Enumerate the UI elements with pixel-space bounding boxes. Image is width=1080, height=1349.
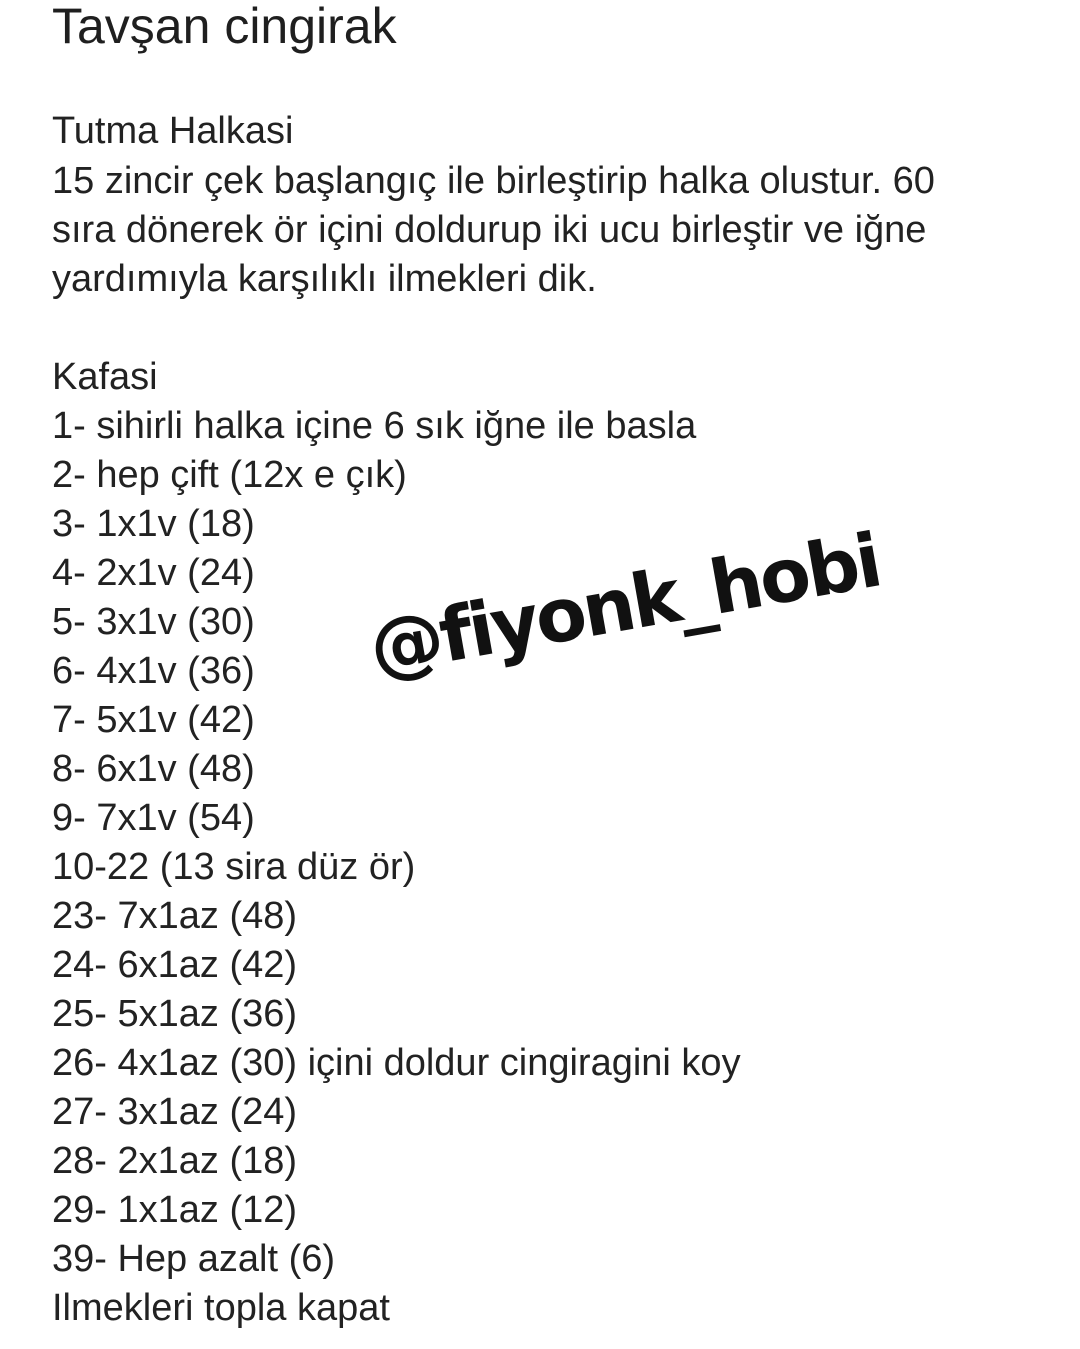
pattern-row: 29- 1x1az (12) [52, 1189, 298, 1231]
pattern-row: 5- 3x1v (30) [52, 601, 255, 643]
handle-line: sıra dönerek ör içini doldurup iki ucu birleştir ve iğne [52, 209, 927, 251]
pattern-row: 4- 2x1v (24) [52, 552, 255, 594]
pattern-row: 2- hep çift (12x e çık) [52, 454, 407, 496]
handle-line: 15 zincir çek başlangıç ile birleştirip halka olustur. 60 [52, 160, 935, 202]
pattern-row: 6- 4x1v (36) [52, 650, 255, 692]
pattern-row: 39- Hep azalt (6) [52, 1238, 336, 1280]
page-title: Tavşan cingirak [52, 0, 397, 54]
pattern-row: 27- 3x1az (24) [52, 1091, 298, 1133]
pattern-row: 10-22 (13 sira düz ör) [52, 846, 416, 888]
pattern-row: 3- 1x1v (18) [52, 503, 255, 545]
section-heading-head: Kafasi [52, 356, 158, 398]
pattern-row: 28- 2x1az (18) [52, 1140, 298, 1182]
handle-line: yardımıyla karşılıklı ilmekleri dik. [52, 258, 597, 300]
pattern-row: 24- 6x1az (42) [52, 944, 298, 986]
section-heading-handle: Tutma Halkasi [52, 110, 294, 152]
pattern-row: 26- 4x1az (30) içini doldur cingiragini koy [52, 1042, 741, 1084]
watermark-handle: @fiyonk_hobi [363, 517, 886, 692]
pattern-row: 25- 5x1az (36) [52, 993, 298, 1035]
pattern-row: 23- 7x1az (48) [52, 895, 298, 937]
pattern-row: 8- 6x1v (48) [52, 748, 255, 790]
pattern-row: 7- 5x1v (42) [52, 699, 255, 741]
pattern-row: Ilmekleri topla kapat [52, 1287, 390, 1329]
pattern-row: 9- 7x1v (54) [52, 797, 255, 839]
pattern-row: 1- sihirli halka içine 6 sık iğne ile basla [52, 405, 697, 447]
